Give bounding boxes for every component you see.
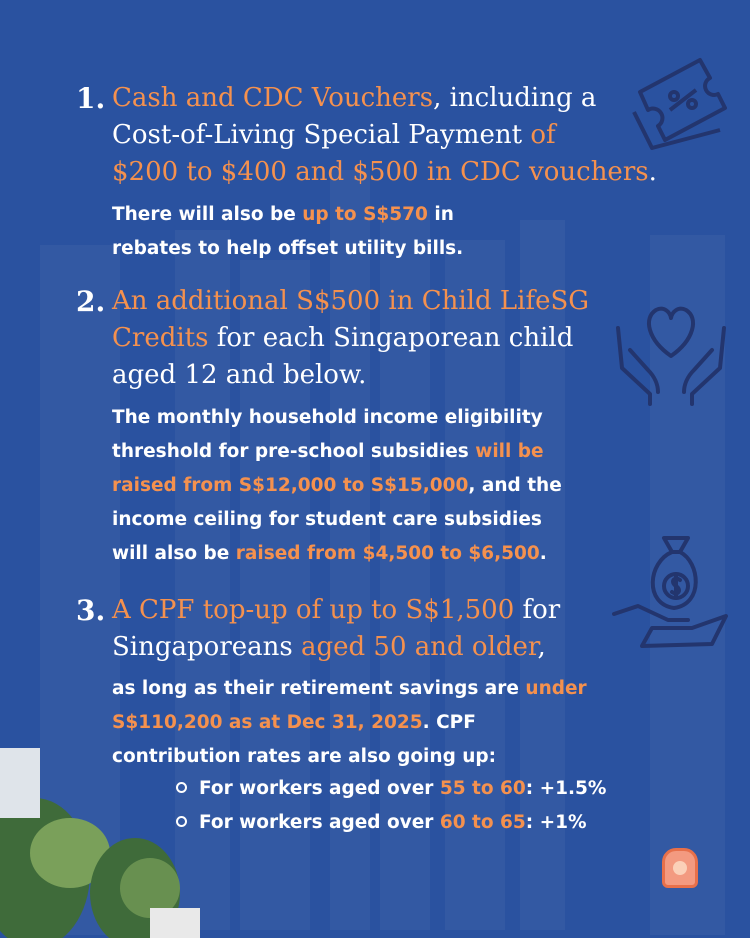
highlight-text: raised from $4,500 to $6,500 (235, 543, 540, 564)
item-body-line (112, 706, 476, 740)
highlight-text: $200 to $400 and $500 in CDC vouchers (112, 157, 649, 187)
item-number: 1. (76, 82, 106, 115)
body-text: : +1.5% (525, 778, 607, 799)
highlight-text: aged 50 and older (300, 632, 538, 662)
item-heading-line (112, 154, 657, 191)
body-text: , and the (468, 475, 562, 496)
body-text: The monthly household income eligibility (112, 407, 543, 428)
body-text: For workers aged over (199, 812, 440, 833)
body-text: for each Singaporean child (208, 323, 574, 353)
body-text: as long as their retirement savings are (112, 678, 526, 699)
item-body-line (112, 672, 587, 706)
highlight-text: of (530, 120, 556, 150)
highlight-text: will be (475, 441, 544, 462)
toast-logo-icon (662, 848, 698, 888)
highlight-text: 60 to 65 (439, 812, 526, 833)
item-heading-line (112, 629, 546, 666)
item-body-line (112, 537, 547, 571)
voucher-percent-icon (630, 52, 730, 152)
money-bag-hand-icon (612, 532, 732, 650)
body-text: . CPF (422, 712, 476, 733)
item-body-line (112, 401, 543, 435)
highlight-text: An additional S$500 in Child LifeSG (112, 286, 590, 316)
body-text: . (539, 543, 547, 564)
highlight-text: Cash and CDC Vouchers (112, 83, 434, 113)
item-body-line (112, 503, 542, 537)
body-text: aged 12 and below. (112, 360, 367, 390)
highlight-text: up to S$570 (302, 204, 428, 225)
body-text: threshold for pre-school subsidies (112, 441, 476, 462)
highlight-text: Credits (112, 323, 209, 353)
item-body-line (112, 232, 463, 266)
highlight-text: S$110,200 as at Dec 31, 2025 (112, 712, 423, 733)
item-heading-line (112, 592, 560, 629)
item-number: 2. (76, 285, 106, 318)
body-text: income ceiling for student care subsidies (112, 509, 542, 530)
body-text: will also be (112, 543, 236, 564)
item-number: 3. (76, 594, 106, 627)
heart-in-hands-icon (608, 288, 734, 406)
item-heading-line (112, 117, 556, 154)
item-heading-line (112, 320, 573, 357)
item-heading-line (112, 357, 366, 394)
body-text: For workers aged over (199, 778, 440, 799)
highlight-text: under (525, 678, 587, 699)
item-heading-line (112, 80, 596, 117)
bullet-circle-icon (176, 816, 187, 827)
item-body-line (112, 198, 454, 232)
item-body-line (112, 740, 496, 774)
body-text: in (427, 204, 454, 225)
item-heading-line (112, 283, 589, 320)
highlight-text: A CPF top-up of up to S$1,500 (112, 595, 515, 625)
body-text: rebates to help offset utility bills. (112, 238, 464, 259)
highlight-text: raised from S$12,000 to S$15,000 (112, 475, 469, 496)
bullet-item (176, 812, 587, 833)
item-body-line (112, 469, 562, 503)
highlight-text: 55 to 60 (439, 778, 526, 799)
body-text: , (537, 632, 546, 662)
body-text: Singaporeans (112, 632, 301, 662)
body-text: , including a (433, 83, 597, 113)
bullet-circle-icon (176, 782, 187, 793)
body-text: Cost-of-Living Special Payment (112, 120, 531, 150)
body-text: There will also be (112, 204, 303, 225)
item-body-line (112, 435, 544, 469)
body-text: . (648, 157, 657, 187)
bullet-item (176, 778, 606, 799)
body-text: for (514, 595, 561, 625)
body-text: contribution rates are also going up: (112, 746, 497, 767)
body-text: : +1% (525, 812, 587, 833)
